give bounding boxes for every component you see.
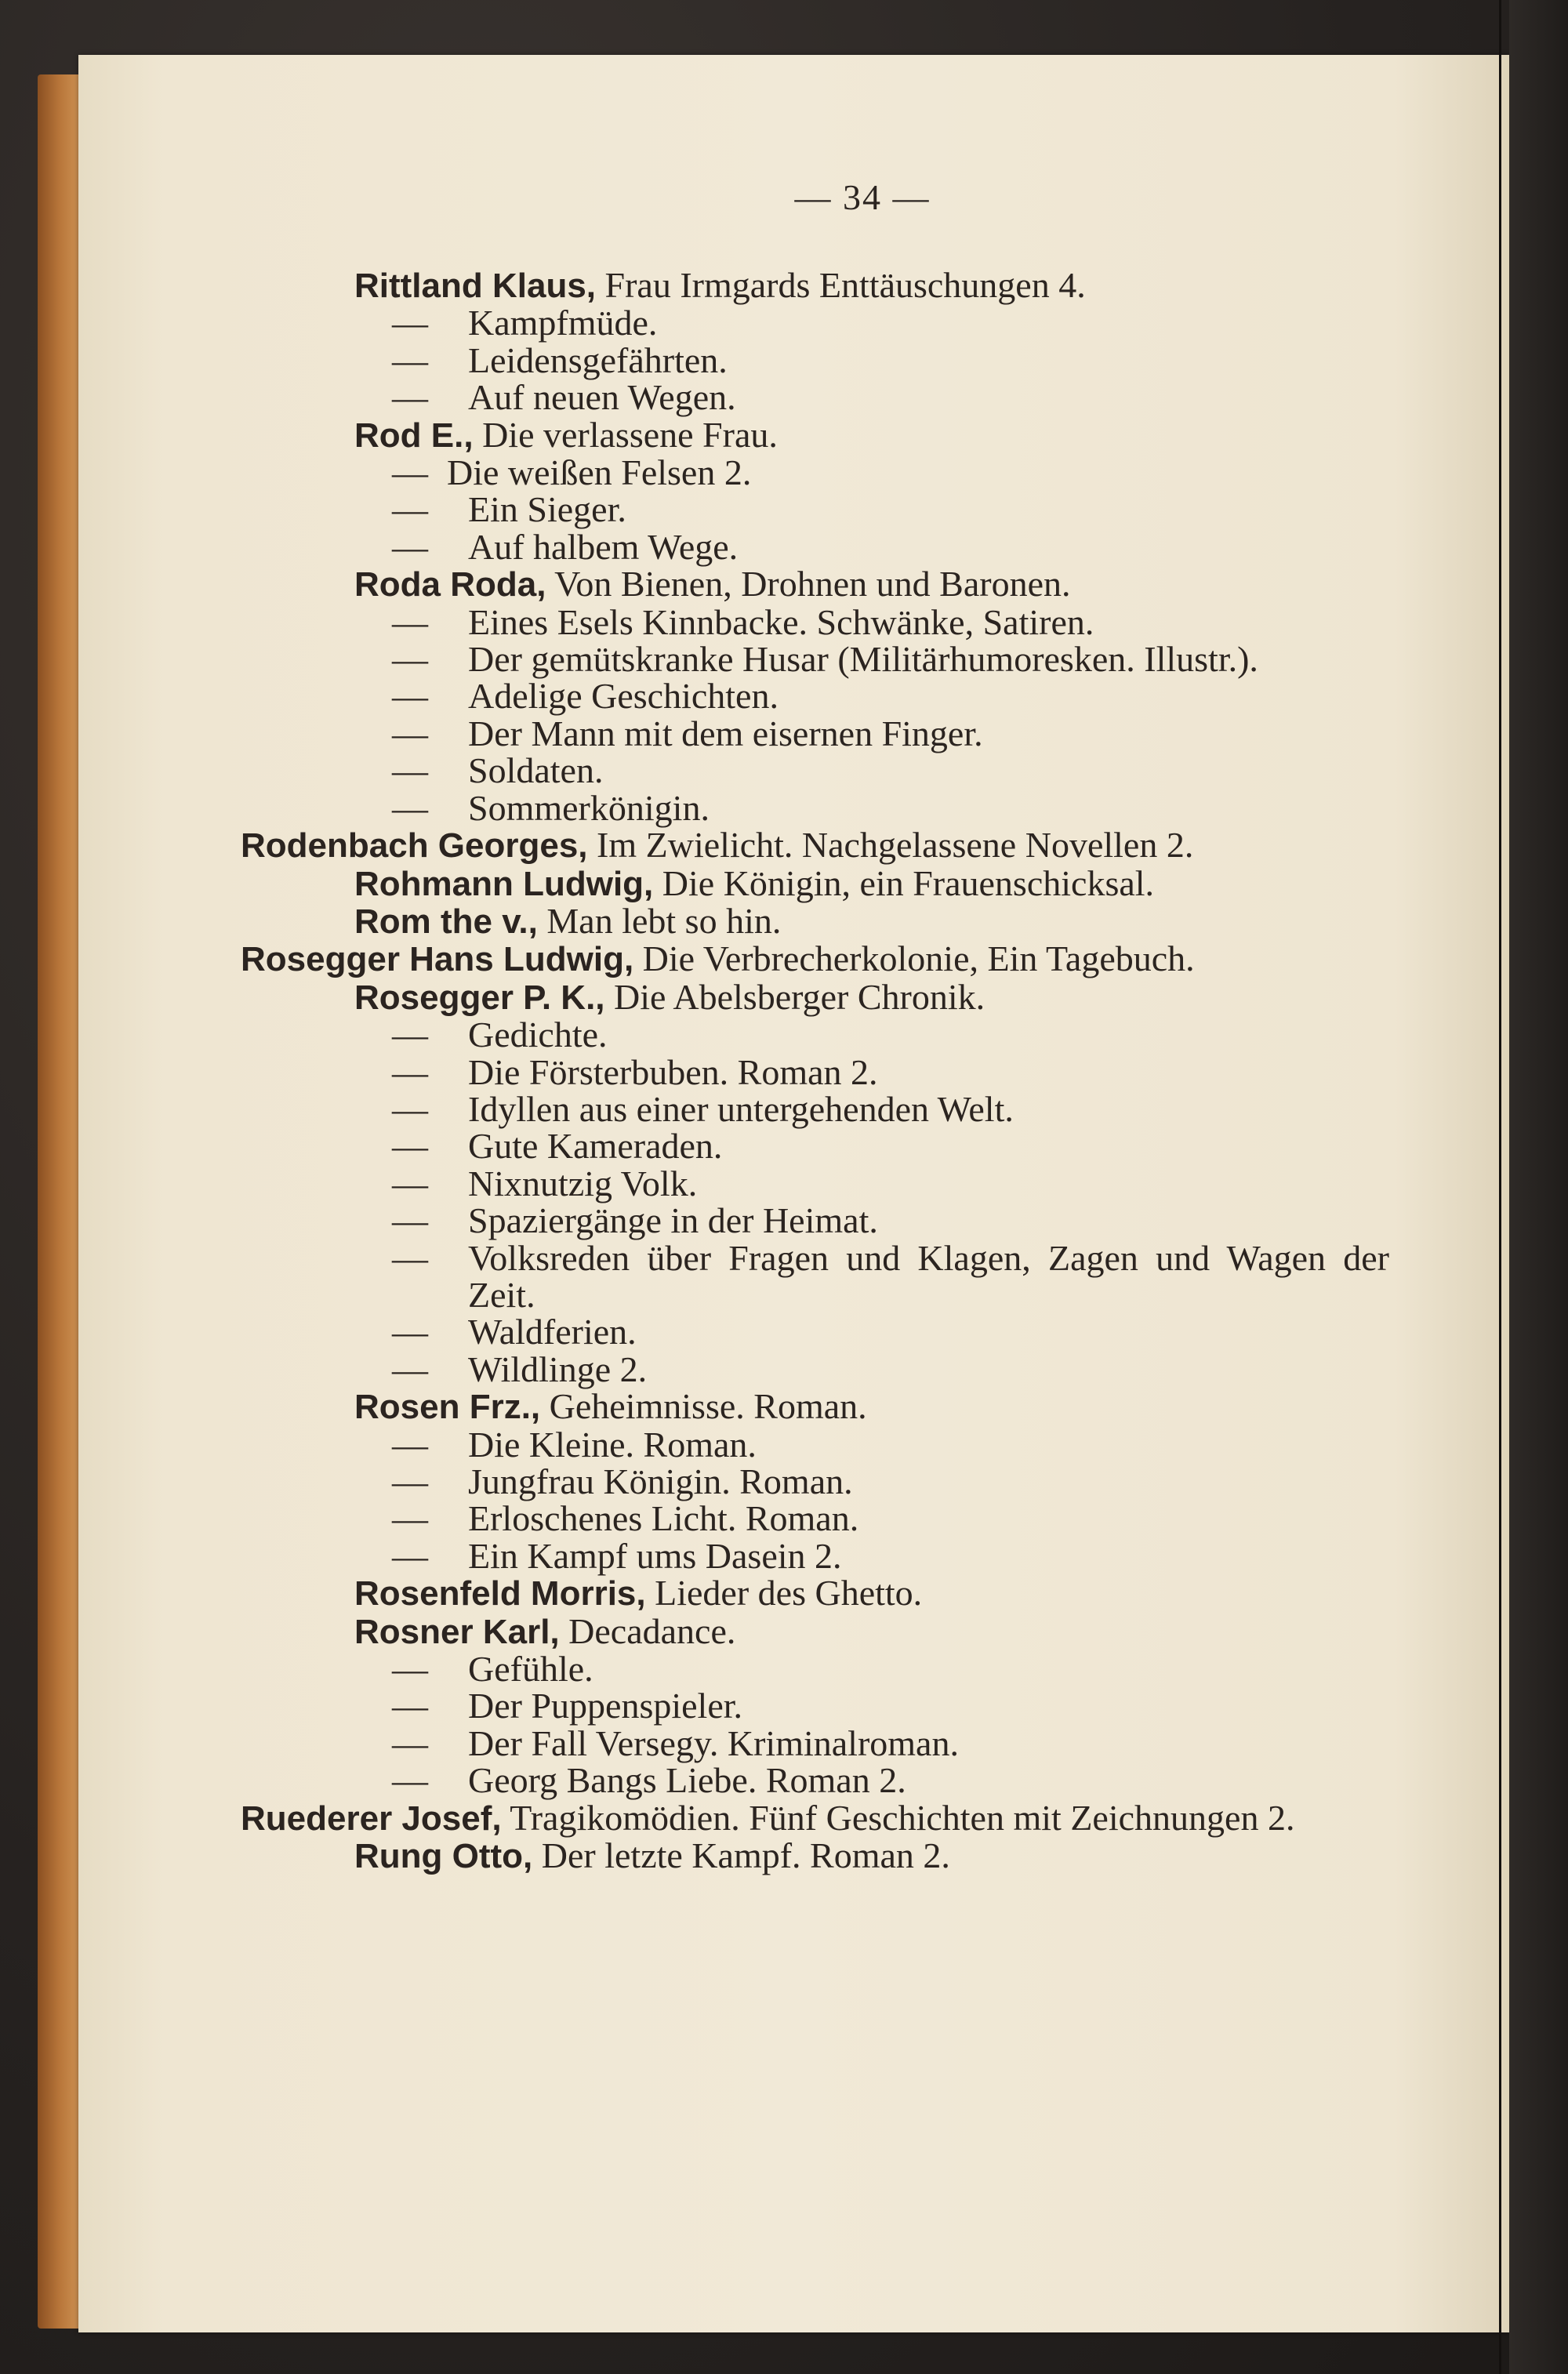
entry-title: Gute Kameraden. [468, 1126, 723, 1167]
catalog-entry [354, 752, 1389, 789]
page-gutter-line [1499, 0, 1501, 2374]
entry-author: Rung Otto, [354, 1837, 533, 1876]
entry-dash: — [392, 1760, 428, 1801]
entry-title: Auf neuen Wegen. [468, 377, 736, 418]
entry-author: Rosenfeld Morris, [354, 1574, 646, 1614]
entry-dash: — [392, 639, 428, 680]
entry-dash: — [392, 1649, 428, 1690]
entry-author: Rittland Klaus, [354, 267, 597, 305]
entry-title: Von Bienen, Drohnen und Baronen. [554, 564, 1071, 604]
catalog-entry [354, 715, 1389, 752]
entry-author: Rosegger Hans Ludwig, [241, 940, 634, 979]
catalog-entry [354, 1126, 1389, 1167]
entry-title: Gefühle. [468, 1649, 593, 1690]
entry-dash: — [392, 750, 428, 791]
catalog-entry [354, 1687, 1389, 1724]
entry-author: Roda Roda, [354, 565, 546, 604]
catalog-entry [354, 416, 1389, 454]
entry-title: Eines Esels Kinnbacke. Schwänke, Satiren. [468, 601, 1094, 642]
catalog-entry [354, 1762, 1389, 1799]
entry-title: Tragikomödien. Fünf Geschichten mit Zeichnungen 2. [510, 1797, 1295, 1838]
entry-title: Volksreden über Fragen und Klagen, Zagen und Wagen der Zeit. [468, 1237, 1389, 1315]
entry-title: Auf halbem Wege. [468, 526, 739, 567]
catalog-entry [354, 1610, 1389, 1651]
entry-dash: — [392, 1126, 428, 1167]
catalog-entry [354, 1537, 1389, 1574]
entry-title: Im Zwielicht. Nachgelassene Novellen 2. [597, 825, 1194, 866]
catalog-entry [241, 825, 1389, 866]
entry-title: Der Mann mit dem eisernen Finger. [468, 713, 983, 753]
entry-author: Rodenbach Georges, [241, 826, 588, 866]
entry-dash: — [392, 1424, 428, 1465]
entry-title: Frau Irmgards Enttäuschungen 4. [604, 265, 1086, 305]
catalog-entry [354, 1463, 1389, 1500]
entry-title: Spaziergänge in der Heimat. [468, 1200, 878, 1241]
catalog-entry [354, 491, 1389, 528]
entry-dash: — [392, 1722, 428, 1763]
entry-dash: — [392, 377, 428, 418]
entry-author: Rosner Karl, [354, 1612, 560, 1651]
entry-title: Die Königin, ein Frauenschicksal. [662, 862, 1155, 903]
entry-title: Idyllen aus einer untergehenden Welt. [468, 1088, 1014, 1129]
catalog-entry [354, 528, 1389, 565]
entry-dash: — [392, 1535, 428, 1576]
entry-title: Leidensgefährten. [468, 339, 728, 380]
entry-dash: — [392, 1163, 428, 1203]
catalog-entry [354, 1574, 1389, 1612]
entry-title: Die Försterbuben. Roman 2. [468, 1051, 878, 1092]
entry-dash: — [392, 452, 428, 493]
entry-title: Georg Bangs Liebe. Roman 2. [468, 1760, 906, 1801]
entry-author: Rod E., [354, 416, 474, 455]
entry-title: Der gemütskranke Husar (Militärhumoresken. Illustr.). [468, 639, 1258, 680]
catalog-entry [354, 1426, 1389, 1463]
entry-author: Rosen Frz., [354, 1388, 541, 1427]
entry-author: Rom the v., [354, 902, 538, 941]
catalog-entry [354, 862, 1389, 903]
entry-title: Erloschenes Licht. Roman. [468, 1498, 859, 1539]
entry-title: Die Verbrecherkolonie, Ein Tagebuch. [642, 938, 1195, 979]
catalog-entry [354, 1237, 1389, 1315]
entry-title: Die verlassene Frau. [482, 414, 778, 455]
catalog-entry [354, 1351, 1389, 1388]
entry-title: Die Kleine. Roman. [468, 1424, 757, 1465]
entry-title: Nixnutzig Volk. [468, 1163, 698, 1203]
entry-dash: — [392, 1349, 428, 1389]
catalog-entry [354, 639, 1389, 680]
entry-title: Waldferien. [468, 1312, 637, 1352]
page-number: — 34 — [794, 177, 931, 217]
entry-dash: — [392, 489, 428, 530]
entry-dash: — [392, 601, 428, 642]
catalog-entry [241, 1797, 1389, 1838]
entry-title: Jungfrau Königin. Roman. [468, 1461, 853, 1501]
entry-dash: — [392, 1312, 428, 1352]
entry-dash: — [392, 1686, 428, 1726]
entry-title: Der Fall Versegy. Kriminalroman. [468, 1722, 959, 1763]
entry-title: Ein Kampf ums Dasein 2. [468, 1535, 842, 1576]
entry-dash: — [392, 1200, 428, 1241]
catalog-entry [354, 676, 1389, 717]
catalog-entry [354, 1165, 1389, 1202]
catalog-entry [354, 1500, 1389, 1537]
entry-title: Wildlinge 2. [468, 1349, 648, 1389]
catalog-entry [354, 379, 1389, 416]
facing-page-edge [1509, 0, 1568, 2374]
entry-title: Decadance. [568, 1610, 736, 1651]
entry-dash: — [392, 1498, 428, 1539]
entry-dash: — [392, 526, 428, 567]
catalog-entry [354, 1313, 1389, 1350]
entry-author: Rohmann Ludwig, [354, 864, 654, 903]
catalog-entry [354, 1016, 1389, 1053]
entry-dash: — [392, 1015, 428, 1055]
catalog-entries [241, 265, 1389, 1876]
entry-title: Der letzte Kampf. Roman 2. [541, 1835, 950, 1876]
catalog-entry [354, 1051, 1389, 1092]
entry-dash: — [392, 1461, 428, 1501]
catalog-entry [354, 1388, 1389, 1425]
entry-dash: — [392, 1051, 428, 1092]
entry-author: Rosegger P. K., [354, 978, 605, 1017]
catalog-entry [241, 938, 1389, 979]
catalog-entry [354, 304, 1389, 341]
catalog-entry [354, 1202, 1389, 1239]
entry-dash: — [392, 1237, 428, 1278]
entry-title: Der Puppenspieler. [468, 1686, 743, 1726]
catalog-entry [354, 1837, 1389, 1875]
entry-author: Ruederer Josef, [241, 1799, 502, 1838]
catalog-entry [354, 787, 1389, 828]
entry-dash: — [392, 303, 428, 343]
catalog-entry [354, 565, 1389, 603]
catalog-entry [354, 267, 1389, 304]
entry-title: Die weißen Felsen 2. [447, 452, 752, 493]
entry-title: Gedichte. [468, 1015, 608, 1055]
catalog-entry [354, 1649, 1389, 1690]
entry-dash: — [392, 713, 428, 753]
entry-title: Sommerkönigin. [468, 787, 710, 828]
entry-title: Kampfmüde. [468, 303, 658, 343]
entry-dash: — [392, 676, 428, 717]
catalog-entry [354, 902, 1389, 940]
catalog-entry [354, 339, 1389, 380]
entry-title: Adelige Geschichten. [468, 676, 779, 717]
catalog-entry [354, 1088, 1389, 1129]
entry-dash: — [392, 1088, 428, 1129]
entry-title: Ein Sieger. [468, 489, 626, 530]
entry-dash: — [392, 787, 428, 828]
entry-title: Die Abelsberger Chronik. [614, 976, 985, 1017]
catalog-entry [354, 601, 1389, 642]
entry-dash: — [392, 339, 428, 380]
entry-title: Man lebt so hin. [546, 900, 782, 941]
catalog-entry [354, 454, 1389, 491]
entry-title: Lieder des Ghetto. [655, 1573, 923, 1614]
catalog-entry [354, 978, 1389, 1016]
catalog-entry [354, 1722, 1389, 1763]
entry-title: Geheimnisse. Roman. [549, 1386, 867, 1427]
entry-title: Soldaten. [468, 750, 604, 791]
